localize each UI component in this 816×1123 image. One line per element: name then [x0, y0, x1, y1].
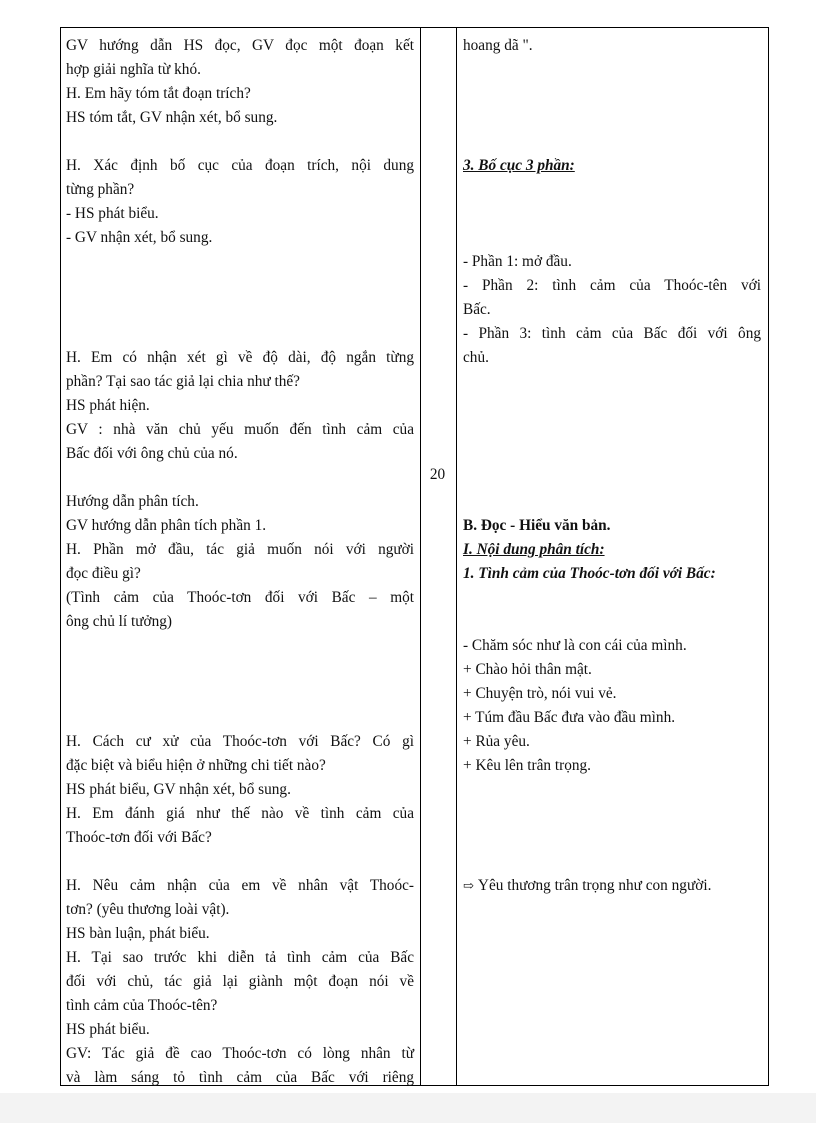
conclusion-line — [463, 874, 761, 898]
page-bottom-band — [0, 1093, 816, 1123]
text-line: HS phát biểu. — [66, 1021, 150, 1038]
text-line: (Tình cảm của Thoóc-tơn đối với Bấc – một — [66, 589, 414, 606]
text-line: Hướng dẫn phân tích. — [66, 493, 199, 510]
text-line: tình cảm của Thoóc-tên? — [66, 997, 218, 1014]
arrow-right-icon: ⇨ — [463, 878, 474, 893]
text-line: H. Em có nhận xét gì về độ dài, độ ngắn từng — [66, 349, 414, 366]
text-line: - Phần 3: tình cảm của Bấc đối với ông — [463, 325, 761, 342]
section-heading: 1. Tình cảm của Thoóc-tơn đối với Bấc: — [463, 565, 716, 582]
section-heading: B. Đọc - Hiểu văn bản. — [463, 517, 611, 534]
text-line: - Phần 2: tình cảm của Thoóc-tên với — [463, 277, 761, 294]
text-line: GV hướng dẫn phân tích phần 1. — [66, 517, 267, 534]
text-line: + Chuyện trò, nói vui vẻ. — [463, 685, 617, 702]
text-line: H. Em hãy tóm tắt đoạn trích? — [66, 85, 251, 102]
text-line: - Phần 1: mở đầu. — [463, 253, 572, 270]
text-line: đặc biệt và biểu hiện ở những chi tiết nào? — [66, 757, 326, 774]
text-line: phần? Tại sao tác giả lại chia như thế? — [66, 373, 300, 390]
text-line: + Chào hỏi thân mật. — [463, 661, 592, 678]
text-line: ông chủ lí tưởng) — [66, 613, 173, 630]
text-line: H. Tại sao trước khi diễn tả tình cảm của Bấc — [66, 949, 414, 966]
text-line: hoang dã ". — [463, 37, 533, 54]
text-line: chủ. — [463, 349, 489, 366]
text-line: H. Nêu cảm nhận của em về nhân vật Thoóc- — [66, 877, 414, 894]
text-line: H. Em đánh giá như thế nào về tình cảm của — [66, 805, 414, 822]
column-divider-right — [456, 28, 457, 1085]
text-line: HS phát biểu, GV nhận xét, bổ sung. — [66, 781, 291, 798]
text-line: + Túm đầu Bấc đưa vào đầu mình. — [463, 709, 676, 726]
teacher-student-activities-column — [66, 34, 414, 1090]
text-line: Thoóc-tơn đối với Bấc? — [66, 829, 212, 846]
text-line: H. Xác định bố cục của đoạn trích, nội dung — [66, 157, 414, 174]
text-line: Bấc đối với ông chủ của nó. — [66, 445, 238, 462]
section-heading: 3. Bố cục 3 phần: — [463, 157, 575, 174]
time-column — [420, 463, 455, 487]
text-line: GV : nhà văn chủ yếu muốn đến tình cảm của — [66, 421, 414, 438]
text-line: + Rủa yêu. — [463, 733, 530, 750]
text-line: - GV nhận xét, bổ sung. — [66, 229, 213, 246]
text-line: HS bàn luận, phát biểu. — [66, 925, 210, 942]
column-divider-left — [420, 28, 421, 1085]
text-line: Bấc. — [463, 301, 491, 318]
text-line: + Kêu lên trân trọng. — [463, 757, 591, 774]
text-line: từng phần? — [66, 181, 135, 198]
text-line: - HS phát biểu. — [66, 205, 159, 222]
text-line: đọc điều gì? — [66, 565, 141, 582]
time-value: 20 — [429, 466, 446, 483]
text-line: hợp giải nghĩa từ khó. — [66, 61, 201, 78]
text-line: GV: Tác giả đề cao Thoóc-tơn có lòng nhân từ — [66, 1045, 414, 1062]
text-line: và làm sáng tỏ tình cảm của Bấc với riêng — [66, 1069, 414, 1086]
section-heading: I. Nội dung phân tích: — [463, 541, 605, 558]
text-line: - Chăm sóc như là con cái của mình. — [463, 637, 687, 654]
text-line: GV hướng dẫn HS đọc, GV đọc một đoạn kết — [66, 37, 414, 54]
text-line: H. Phần mở đầu, tác giả muốn nói với người — [66, 541, 414, 558]
lesson-content-column — [463, 34, 761, 898]
conclusion-text: Yêu thương trân trọng như con người. — [477, 877, 712, 894]
text-line: HS tóm tắt, GV nhận xét, bổ sung. — [66, 109, 278, 126]
text-line: tơn? (yêu thương loài vật). — [66, 901, 230, 918]
text-line: H. Cách cư xử của Thoóc-tơn với Bấc? Có gì — [66, 733, 414, 750]
text-line: đối với chủ, tác giả lại giành một đoạn nói về — [66, 973, 414, 990]
text-line: HS phát hiện. — [66, 397, 150, 414]
